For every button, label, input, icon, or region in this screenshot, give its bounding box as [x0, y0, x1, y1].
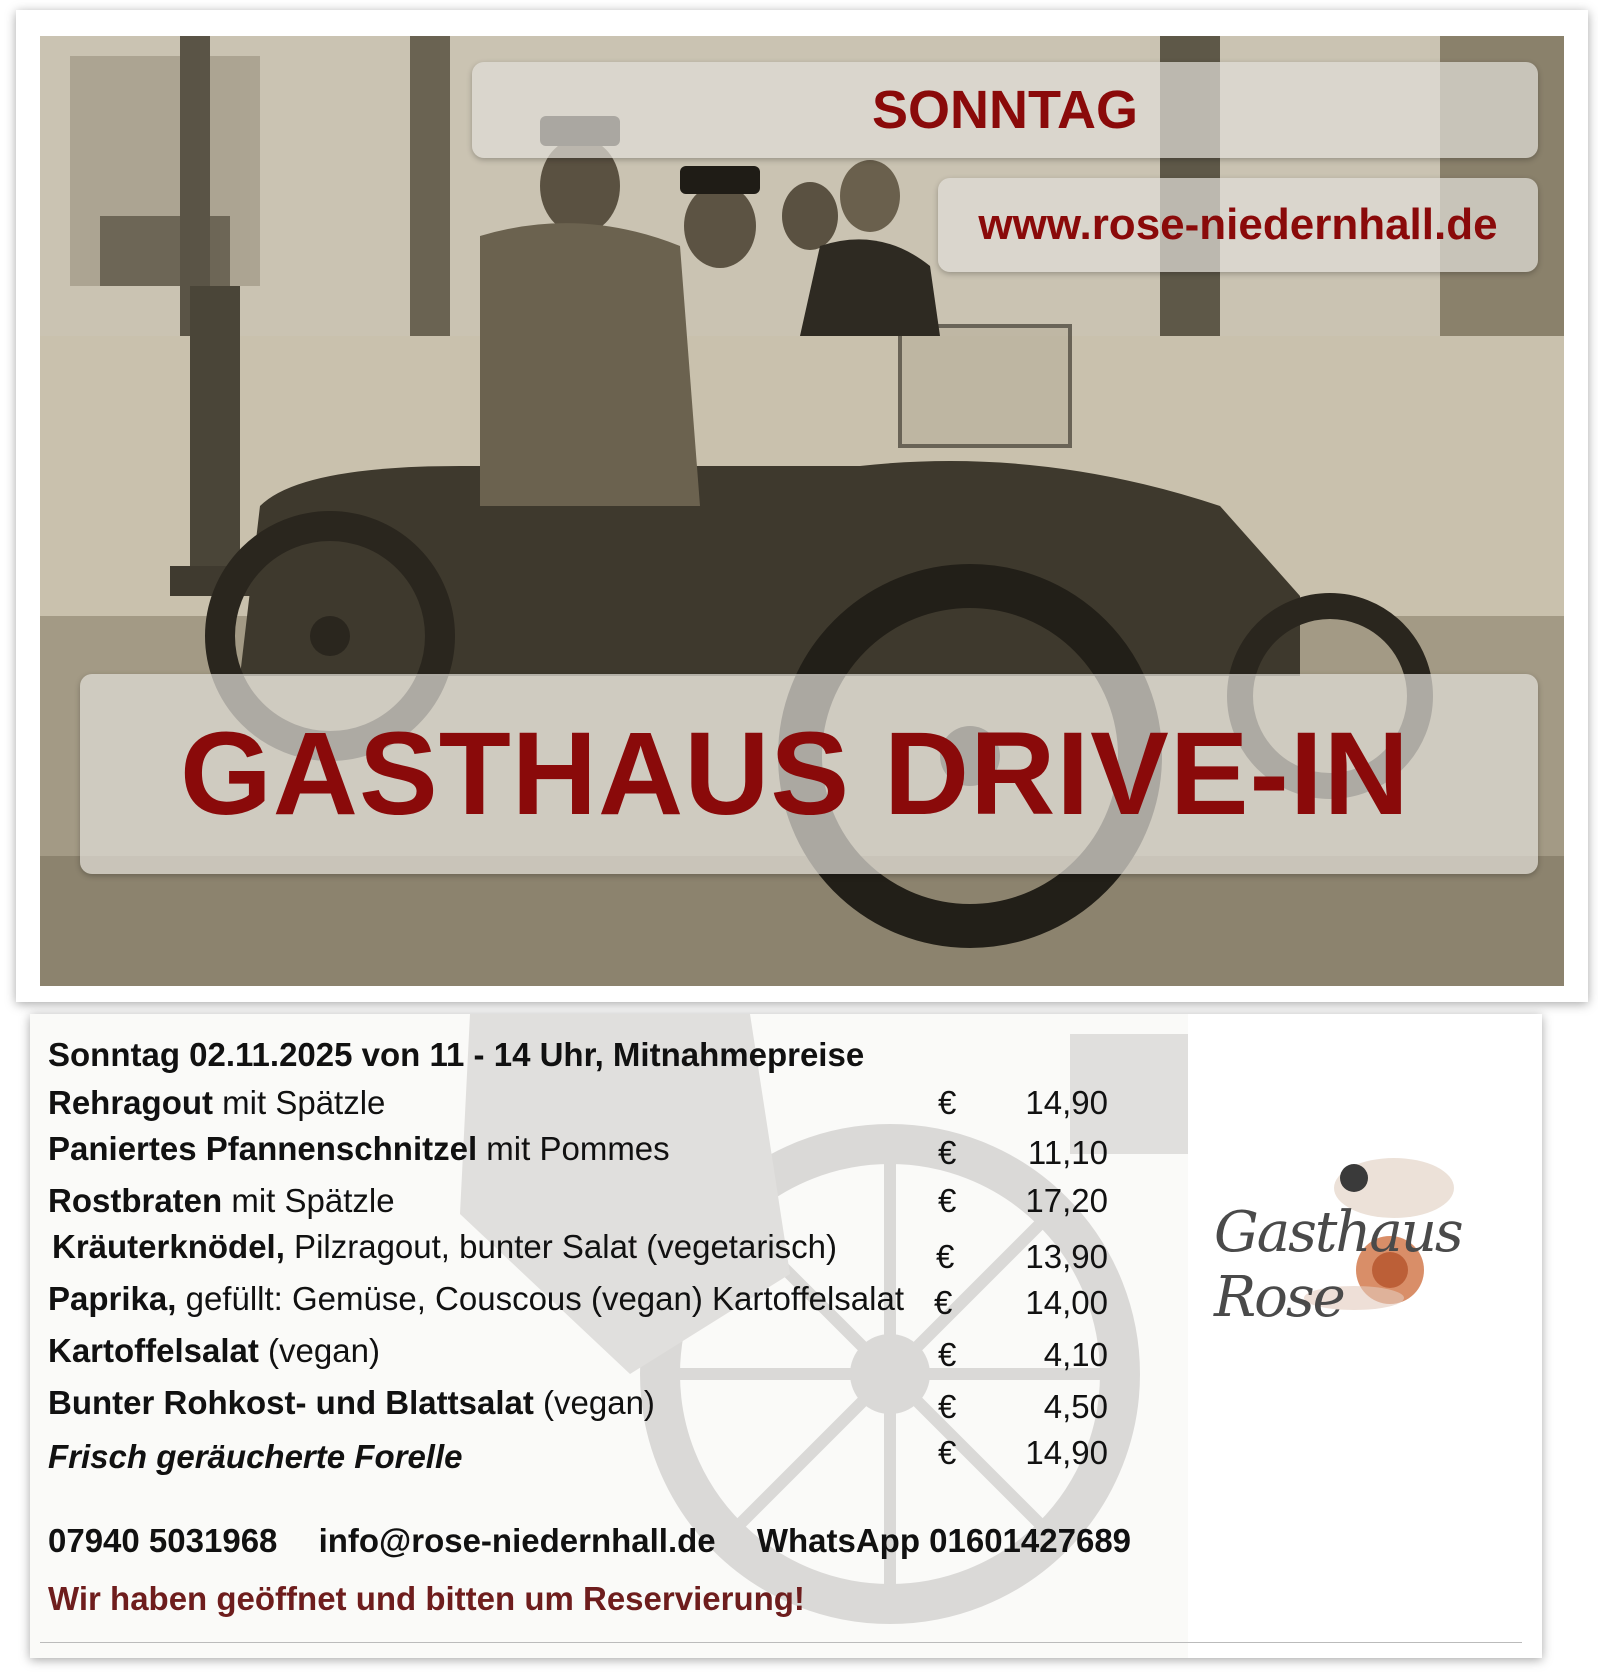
menu-item: [48, 1384, 1108, 1428]
dish-name: Rostbraten: [48, 1182, 223, 1219]
currency-symbol: €: [938, 1336, 957, 1373]
logo-text: Gasthaus Rose: [1214, 1200, 1462, 1330]
email-link[interactable]: info@rose-niedernhall.de: [318, 1522, 716, 1559]
vintage-car-photo: [40, 36, 1564, 986]
menu-item-name: [48, 1130, 670, 1168]
dish-detail: mit Spätzle: [222, 1182, 395, 1219]
gasthaus-rose-logo: [1204, 1148, 1514, 1330]
dish-price: 11,10: [1027, 1134, 1108, 1171]
dish-detail: Pilzragout, bunter Salat (vegetarisch): [284, 1228, 837, 1265]
date-line: Sonntag 02.11.2025 von 11 - 14 Uhr, Mitnahmepreise: [48, 1036, 865, 1073]
poster-photo-card: [16, 10, 1588, 1002]
website-link[interactable]: www.rose-niedernhall.de: [978, 200, 1498, 249]
dish-price: 13,90: [1025, 1238, 1108, 1275]
currency-symbol: €: [938, 1084, 957, 1121]
menu-item-name: [48, 1084, 385, 1122]
currency-symbol: €: [936, 1238, 955, 1275]
currency-symbol: €: [934, 1284, 953, 1321]
whatsapp-number[interactable]: WhatsApp 01601427689: [756, 1522, 1132, 1559]
dish-detail: mit Spätzle: [213, 1084, 386, 1121]
phone-number[interactable]: 07940 5031968: [48, 1522, 278, 1559]
currency-symbol: €: [938, 1182, 957, 1219]
dish-detail: (vegan): [258, 1332, 380, 1369]
menu-content: [30, 1014, 1542, 1658]
title-banner: [80, 674, 1538, 874]
dish-price: 14,90: [1025, 1434, 1108, 1471]
dish-detail: (vegan): [533, 1384, 655, 1421]
day-banner: [472, 62, 1538, 158]
menu-item: [48, 1084, 1108, 1128]
menu-item: [48, 1182, 1108, 1226]
dish-name: Paniertes Pfannenschnitzel: [48, 1130, 478, 1167]
menu-item: [48, 1280, 1108, 1324]
day-label: SONNTAG: [872, 80, 1138, 140]
menu-item-name: [48, 1332, 380, 1370]
menu-item-name: [48, 1280, 904, 1318]
menu-item: [48, 1434, 1108, 1478]
contact-line: [48, 1522, 1163, 1560]
dish-detail: gefüllt: Gemüse, Couscous (vegan) Kartoffelsalat: [176, 1280, 905, 1317]
menu-item: [48, 1130, 1108, 1174]
divider: [40, 1642, 1522, 1643]
dish-name: Rehragout: [48, 1084, 213, 1121]
dish-price: 14,00: [1025, 1284, 1108, 1321]
poster-title: GASTHAUS DRIVE-IN: [180, 708, 1410, 840]
url-banner[interactable]: [938, 178, 1538, 272]
currency-symbol: €: [938, 1388, 957, 1425]
dish-price: 17,20: [1025, 1182, 1108, 1219]
reservation-note: Wir haben geöffnet und bitten um Reservierung!: [48, 1580, 805, 1617]
dish-name: Kräuterknödel,: [52, 1228, 285, 1265]
dish-name: Bunter Rohkost- und Blattsalat: [48, 1384, 534, 1421]
dish-price: 4,10: [1043, 1336, 1108, 1373]
dish-price: 4,50: [1043, 1388, 1108, 1425]
dish-name: Frisch geräucherte Forelle: [48, 1438, 463, 1475]
menu-card: [30, 1014, 1542, 1658]
menu-item: [48, 1332, 1108, 1376]
currency-symbol: €: [938, 1434, 957, 1471]
currency-symbol: €: [938, 1134, 957, 1171]
dish-name: Paprika,: [48, 1280, 177, 1317]
dish-name: Kartoffelsalat: [48, 1332, 259, 1369]
dish-price: 14,90: [1025, 1084, 1108, 1121]
menu-item-name: [52, 1228, 837, 1266]
dish-detail: mit Pommes: [477, 1130, 670, 1167]
menu-item-name: [48, 1182, 395, 1220]
menu-item-name: [48, 1384, 655, 1422]
menu-item: [48, 1228, 1108, 1275]
